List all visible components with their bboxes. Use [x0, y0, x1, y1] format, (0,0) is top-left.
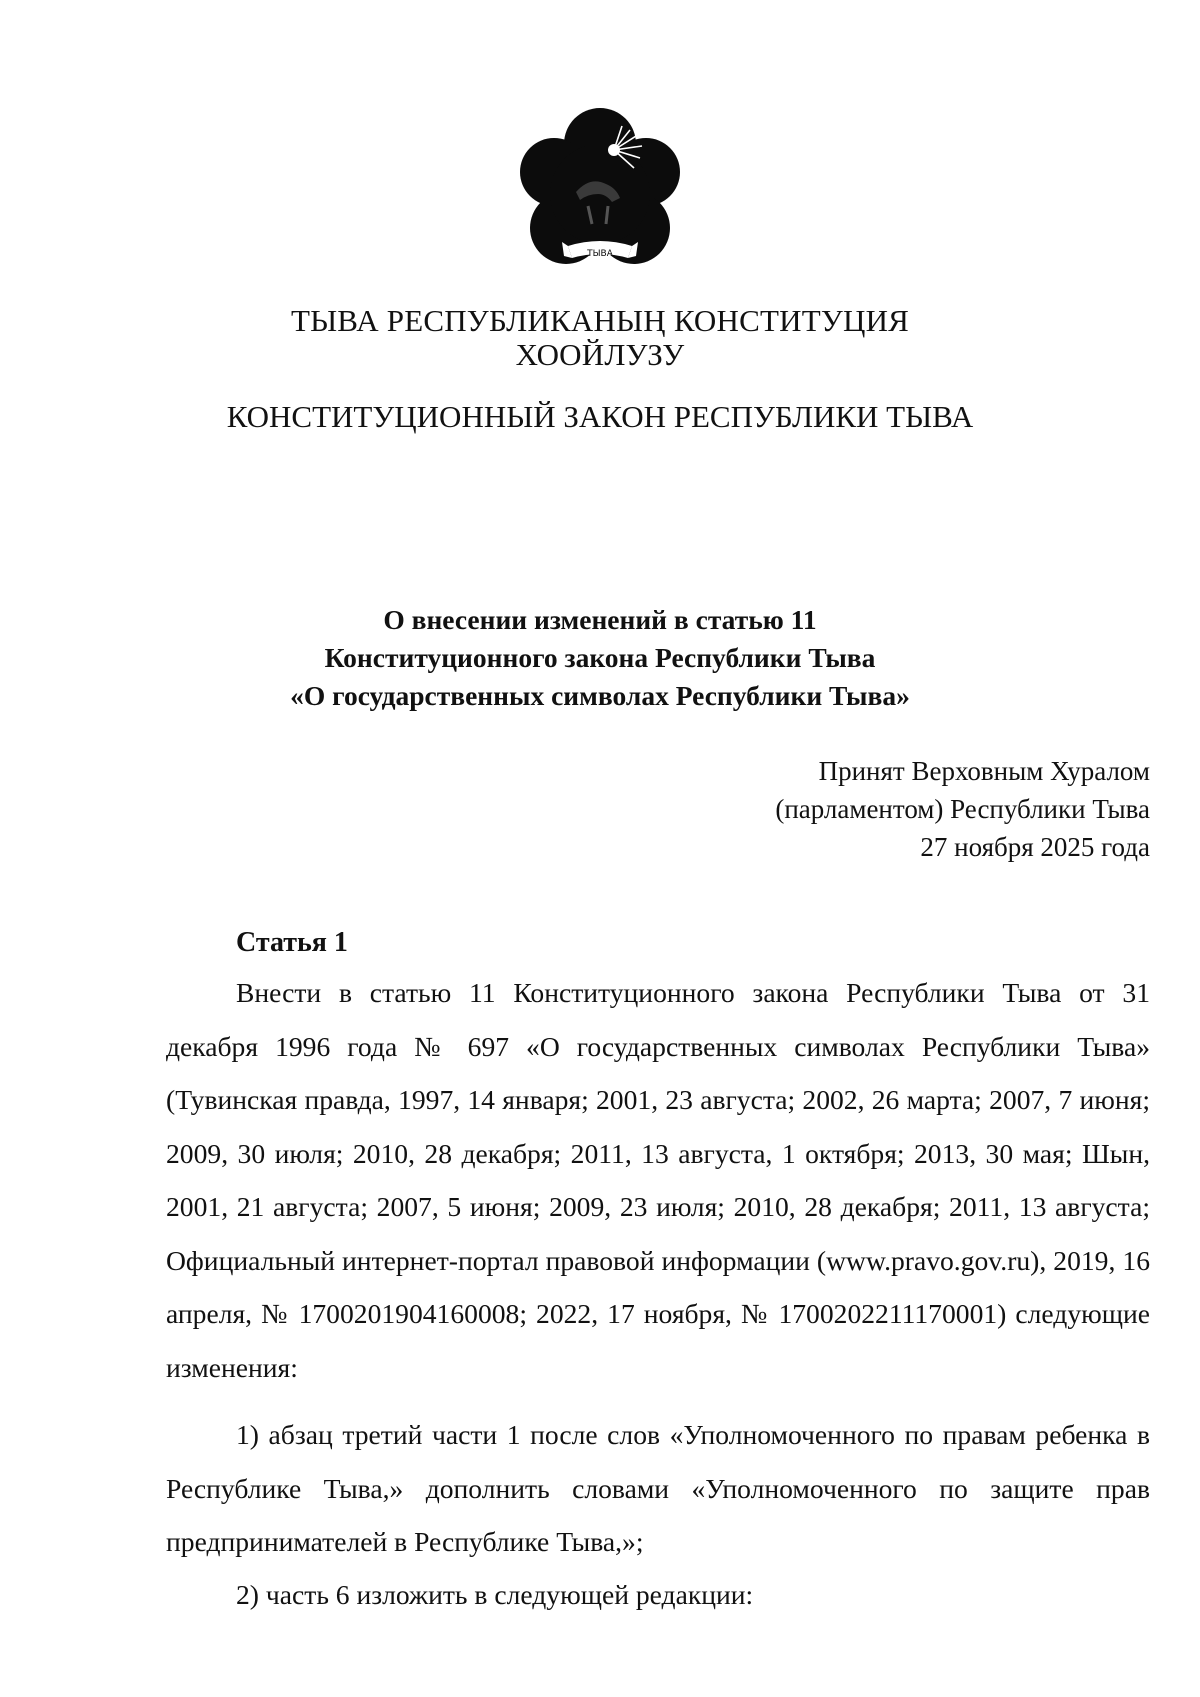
- article-paragraph-text: Внести в статью 11 Конституционного закона Республики Тыва от 31 декабря 1996 года № 697 «О государственных символах Республики Тыва» (Тувинская правда, 1997, 14 января; 2001, 23 августа; 2002, 26 марта; 2007, 7 июня; 2009, 30 июля; 2010, 28 декабря; 2011, 13 августа, 1 октября; 2013, 30 мая; Шын, 2001, 21 августа; 2007, 5 июня; 2009, 23 июля; 2010, 28 декабря; 2011, 13 августа; Официальный интернет-портал правовой информации (www.pravo.gov.ru), 2019, 16 апреля, № 1700201904160008; 2022, 17 ноября, № 1700202211170001) следующие изменения:: [166, 977, 1150, 1383]
- adoption-date: 27 ноября 2025 года: [920, 832, 1150, 862]
- law-title-line: Конституционного закона Республики Тыва: [324, 642, 876, 673]
- tuvan-title-line: ХООЙЛУЗУ: [515, 337, 685, 372]
- amendment-item-1: [166, 1408, 1150, 1569]
- tuvan-law-type-heading: [0, 304, 1200, 372]
- law-title-line: О внесении изменений в статью 11: [383, 604, 817, 635]
- tuvan-title-line: ТЫВА РЕСПУБЛИКАНЫҢ КОНСТИТУЦИЯ: [290, 303, 910, 338]
- russian-law-type-heading: КОНСТИТУЦИОННЫЙ ЗАКОН РЕСПУБЛИКИ ТЫВА: [226, 399, 974, 434]
- law-title-line: «О государственных символах Республики Тыва»: [290, 680, 910, 711]
- amendment-item-text: 1) абзац третий части 1 после слов «Уполномоченного по правам ребенка в Республике Тыва,» дополнить словами «Уполномоченного по защите прав предпринимателей в Республике Тыва,»;: [166, 1419, 1150, 1557]
- adoption-line: (парламентом) Республики Тыва: [775, 794, 1150, 824]
- adoption-line: Принят Верховным Хуралом: [818, 756, 1150, 786]
- svg-text:ТЫВА: ТЫВА: [587, 249, 613, 259]
- law-title: [0, 601, 1200, 715]
- article-paragraph: [166, 966, 1150, 1394]
- adoption-note: [775, 752, 1150, 866]
- article-heading: Статья 1: [236, 927, 348, 958]
- coat-of-arms-of-tuva-icon: [518, 106, 682, 274]
- amendment-item-2: [166, 1568, 1150, 1622]
- amendment-item-text: 2) часть 6 изложить в следующей редакции:: [236, 1579, 754, 1610]
